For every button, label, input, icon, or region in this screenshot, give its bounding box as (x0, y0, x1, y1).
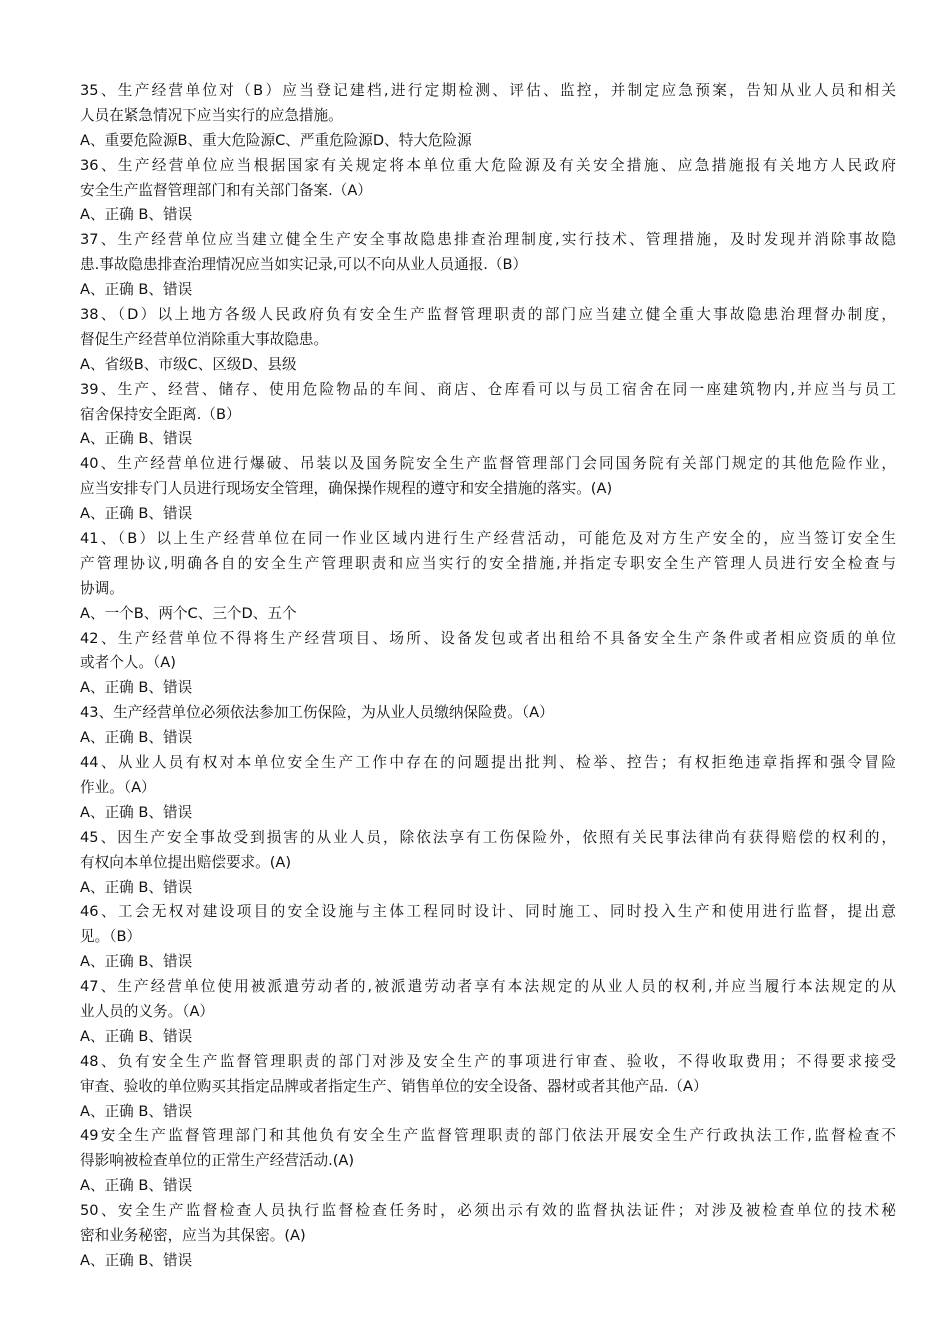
text-line: 或者个人。（A) (80, 654, 176, 672)
text-line: A、正确 B、错误 (80, 1102, 193, 1120)
text-line: 见。（B） (80, 928, 142, 946)
text-line: 有权向本单位提出赔偿要求。(A) (80, 853, 292, 871)
text-line: A、正确 B、错误 (80, 1177, 193, 1195)
text-line: 48、负有安全生产监督管理职责的部门对涉及安全生产的事项进行审查、验收，不得收取费用；不得要求接受 (80, 1052, 896, 1070)
document-page (80, 79, 896, 1274)
text-line: 40、生产经营单位进行爆破、吊装以及国务院安全生产监督管理部门会同国务院有关部门规定的其他危险作业， (80, 455, 896, 473)
text-line: 44、从业人员有权对本单位安全生产工作中存在的问题提出批判、检举、控告；有权拒绝违章指挥和强令冒险 (80, 754, 896, 772)
text-line: 50、安全生产监督检查人员执行监督检查任务时，必须出示有效的监督执法证件；对涉及被检查单位的技术秘 (80, 1202, 896, 1220)
text-line: 审查、验收的单位购买其指定品牌或者指定生产、销售单位的安全设备、器材或者其他产品.（A） (80, 1077, 708, 1095)
text-line: A、正确 B、错误 (80, 729, 193, 747)
text-line: A、省级B、市级C、区级D、县级 (80, 355, 297, 373)
text-line: 得影响被检查单位的正常生产经营活动.(A) (80, 1152, 355, 1170)
text-line: A、正确 B、错误 (80, 1251, 193, 1269)
text-line: 宿舍保持安全距离.（B） (80, 405, 241, 423)
text-line: 42、生产经营单位不得将生产经营项目、场所、设备发包或者出租给不具备安全生产条件或者相应资质的单位 (80, 629, 896, 647)
text-line: 督促生产经营单位消除重大事故隐患。 (80, 330, 329, 348)
text-line: 应当安排专门人员进行现场安全管理，确保操作规程的遵守和安全措施的落实。(A) (80, 480, 613, 498)
text-line: 协调。 (80, 579, 124, 597)
text-line: 41、（B）以上生产经营单位在同一作业区域内进行生产经营活动，可能危及对方生产安全的，应当签订安全生 (80, 530, 896, 548)
text-line: 39、生产、经营、储存、使用危险物品的车间、商店、仓库看可以与员工宿舍在同一座建筑物内,并应当与员工 (80, 380, 896, 398)
text-line: 43、生产经营单位必须依法参加工伤保险，为从业人员缴纳保险费。（A） (80, 704, 554, 722)
text-line: 产管理协议,明确各自的安全生产管理职责和应当实行的安全措施,并指定专职安全生产管理人员进行安全检查与 (80, 554, 896, 572)
text-line: 作业。（A） (80, 778, 156, 796)
text-line: A、正确 B、错误 (80, 878, 193, 896)
text-line: A、正确 B、错误 (80, 803, 193, 821)
text-line: A、正确 B、错误 (80, 1027, 193, 1045)
text-line: A、正确 B、错误 (80, 281, 193, 299)
text-line: 47、生产经营单位使用被派遣劳动者的,被派遣劳动者享有本法规定的从业人员的权利,并应当履行本法规定的从 (80, 978, 896, 996)
text-line: 安全生产监督管理部门和有关部门备案.（A） (80, 181, 372, 199)
text-line: A、正确 B、错误 (80, 430, 193, 448)
text-line: 人员在紧急情况下应当实行的应急措施。 (80, 106, 343, 124)
text-line: 36、生产经营单位应当根据国家有关规定将本单位重大危险源及有关安全措施、应急措施报有关地方人民政府 (80, 156, 896, 174)
text-line: A、正确 B、错误 (80, 953, 193, 971)
text-line: 业人员的义务。（A） (80, 1002, 215, 1020)
text-line: A、重要危险源B、重大危险源C、严重危险源D、特大危险源 (80, 131, 472, 149)
text-line: 38、（D）以上地方各级人民政府负有安全生产监督管理职责的部门应当建立健全重大事故隐患治理督办制度， (80, 306, 896, 324)
text-line: 49安全生产监督管理部门和其他负有安全生产监督管理职责的部门依法开展安全生产行政执法工作,监督检查不 (80, 1127, 896, 1145)
text-line: 密和业务秘密，应当为其保密。(A) (80, 1226, 306, 1244)
text-line: A、正确 B、错误 (80, 505, 193, 523)
text-line: A、正确 B、错误 (80, 679, 193, 697)
text-line: A、正确 B、错误 (80, 206, 193, 224)
text-line: 45、因生产安全事故受到损害的从业人员，除依法享有工伤保险外，依照有关民事法律尚有获得赔偿的权利的， (80, 828, 896, 846)
text-line: 35、生产经营单位对（B）应当登记建档,进行定期检测、评估、监控，并制定应急预案，告知从业人员和相关 (80, 82, 896, 99)
text-line: A、一个B、两个C、三个D、五个 (80, 604, 297, 622)
text-line: 患.事故隐患排查治理情况应当如实记录,可以不向从业人员通报.（B） (80, 256, 528, 274)
text-line: 46、工会无权对建设项目的安全设施与主体工程同时设计、同时施工、同时投入生产和使用进行监督，提出意 (80, 903, 896, 921)
text-line: 37、生产经营单位应当建立健全生产安全事故隐患排查治理制度,实行技术、管理措施，及时发现并消除事故隐 (80, 231, 896, 249)
